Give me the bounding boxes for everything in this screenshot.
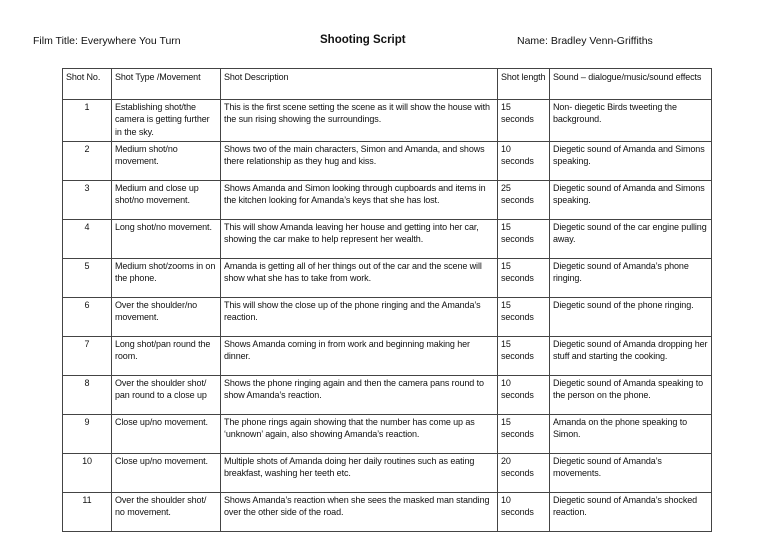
table-row <box>63 336 712 375</box>
cell-shot-type: Medium and close up shot/no movement. <box>112 180 221 219</box>
cell-sound: Diegetic sound of Amanda’s shocked reaction. <box>550 492 712 531</box>
column-header: Shot Description <box>221 69 498 100</box>
cell-sound: Diegetic sound of Amanda’s movements. <box>550 453 712 492</box>
cell-shot-number: 4 <box>63 219 112 258</box>
cell-shot-number: 10 <box>63 453 112 492</box>
cell-sound: Diegetic sound of the car engine pulling away. <box>550 219 712 258</box>
cell-shot-description: This is the first scene setting the scene as it will show the house with the sun rising showing the surroundings. <box>221 100 498 142</box>
cell-shot-number: 8 <box>63 375 112 414</box>
column-header: Shot Type /Movement <box>112 69 221 100</box>
cell-shot-type: Long shot/pan round the room. <box>112 336 221 375</box>
column-header: Sound – dialogue/music/sound effects <box>550 69 712 100</box>
cell-shot-length: 15 seconds <box>498 336 550 375</box>
film-title: Film Title: Everywhere You Turn <box>33 35 181 47</box>
document-title: Shooting Script <box>320 34 406 46</box>
cell-shot-description: Shows two of the main characters, Simon and Amanda, and shows there relationship as they hug and kiss. <box>221 141 498 180</box>
cell-shot-number: 5 <box>63 258 112 297</box>
table-row <box>63 219 712 258</box>
table-row <box>63 258 712 297</box>
cell-shot-type: Medium shot/zooms in on the phone. <box>112 258 221 297</box>
cell-sound: Diegetic sound of Amanda and Simons speaking. <box>550 180 712 219</box>
cell-shot-type: Establishing shot/the camera is getting further in the sky. <box>112 100 221 142</box>
cell-shot-length: 15 seconds <box>498 297 550 336</box>
cell-shot-description: This will show the close up of the phone ringing and the Amanda’s reaction. <box>221 297 498 336</box>
cell-shot-description: Shows the phone ringing again and then the camera pans round to show Amanda’s reaction. <box>221 375 498 414</box>
cell-shot-description: Shows Amanda’s reaction when she sees the masked man standing over the other side of the road. <box>221 492 498 531</box>
cell-shot-type: Over the shoulder/no movement. <box>112 297 221 336</box>
cell-shot-type: Over the shoulder shot/ pan round to a close up <box>112 375 221 414</box>
table-row <box>63 180 712 219</box>
cell-sound: Diegetic sound of the phone ringing. <box>550 297 712 336</box>
cell-shot-number: 6 <box>63 297 112 336</box>
cell-sound: Diegetic sound of Amanda speaking to the person on the phone. <box>550 375 712 414</box>
cell-shot-description: Amanda is getting all of her things out of the car and the scene will show what she has to take from work. <box>221 258 498 297</box>
cell-shot-length: 15 seconds <box>498 100 550 142</box>
cell-shot-type: Close up/no movement. <box>112 453 221 492</box>
table-row <box>63 141 712 180</box>
table-row <box>63 414 712 453</box>
cell-shot-description: The phone rings again showing that the number has come up as ‘unknown’ again, also showing Amanda’s reaction. <box>221 414 498 453</box>
cell-sound: Non- diegetic Birds tweeting the background. <box>550 100 712 142</box>
cell-sound: Diegetic sound of Amanda and Simons speaking. <box>550 141 712 180</box>
cell-shot-number: 11 <box>63 492 112 531</box>
cell-shot-length: 15 seconds <box>498 219 550 258</box>
table-header-row <box>63 69 712 100</box>
author-name: Name: Bradley Venn-Griffiths <box>517 35 653 47</box>
cell-shot-length: 10 seconds <box>498 375 550 414</box>
cell-shot-number: 3 <box>63 180 112 219</box>
cell-shot-type: Long shot/no movement. <box>112 219 221 258</box>
cell-shot-description: Shows Amanda coming in from work and beginning making her dinner. <box>221 336 498 375</box>
cell-sound: Amanda on the phone speaking to Simon. <box>550 414 712 453</box>
cell-shot-length: 20 seconds <box>498 453 550 492</box>
cell-shot-length: 15 seconds <box>498 414 550 453</box>
cell-shot-type: Over the shoulder shot/ no movement. <box>112 492 221 531</box>
shooting-script-table <box>62 68 712 532</box>
table-row <box>63 375 712 414</box>
table-row <box>63 297 712 336</box>
cell-shot-description: Shows Amanda and Simon looking through cupboards and items in the kitchen looking for Amanda’s keys that she has lost. <box>221 180 498 219</box>
cell-shot-type: Close up/no movement. <box>112 414 221 453</box>
cell-shot-number: 7 <box>63 336 112 375</box>
cell-shot-number: 1 <box>63 100 112 142</box>
cell-shot-number: 9 <box>63 414 112 453</box>
column-header: Shot No. <box>63 69 112 100</box>
table-row <box>63 453 712 492</box>
cell-shot-type: Medium shot/no movement. <box>112 141 221 180</box>
column-header: Shot length <box>498 69 550 100</box>
cell-shot-number: 2 <box>63 141 112 180</box>
cell-shot-description: Multiple shots of Amanda doing her daily routines such as eating breakfast, washing her teeth etc. <box>221 453 498 492</box>
cell-shot-length: 15 seconds <box>498 258 550 297</box>
cell-shot-length: 10 seconds <box>498 141 550 180</box>
table-row <box>63 100 712 142</box>
cell-shot-length: 25 seconds <box>498 180 550 219</box>
table-row <box>63 492 712 531</box>
cell-shot-description: This will show Amanda leaving her house and getting into her car, showing the car make to help represent her wealth. <box>221 219 498 258</box>
cell-sound: Diegetic sound of Amanda dropping her stuff and starting the cooking. <box>550 336 712 375</box>
cell-sound: Diegetic sound of Amanda’s phone ringing. <box>550 258 712 297</box>
cell-shot-length: 10 seconds <box>498 492 550 531</box>
